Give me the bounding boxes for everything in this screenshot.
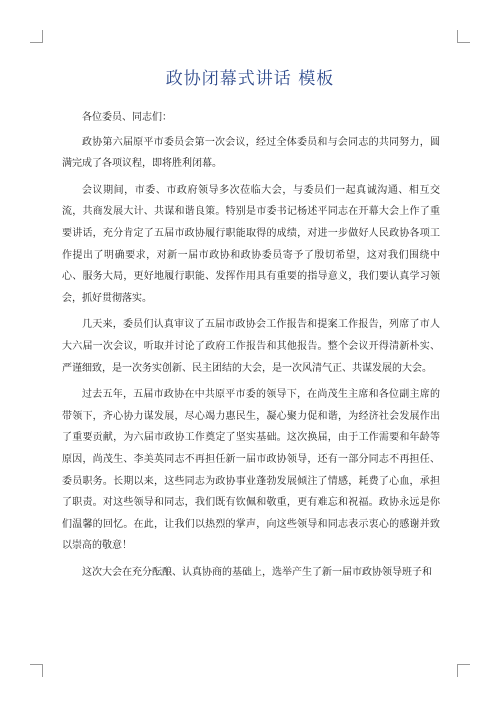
body-paragraph: 会议期间，市委、市政府领导多次莅临大会，与委员们一起真诚沟通、相互交流，共商发展大计、共谋和谐良策。特别是市委书记杨述平同志在开幕大会上作了重要讲话，充分肯定了五届市政协履行职能取得的成绩，对进一步做好人民政协各项工作提出了明确要求，对新一届市政协和政协委员寄予了殷切希望，这对我们围绕中心、服务大局，更好地履行职能、发挥作用具有重要的指导意义，我们要认真学习领会，抓好贯彻落实。	[62, 184, 440, 304]
body-paragraph: 几天来，委员们认真审议了五届市政协会工作报告和提案工作报告，列席了市人大六届一次会议，听取并讨论了政府工作报告和其他报告。整个会议开得清新朴实、严谨细致，是一次务实创新、民主团结的大会，是一次风清气正、共谋发展的大会。	[62, 319, 440, 374]
body-paragraph: 政协第六届原平市委员会第一次会议，经过全体委员和与会同志的共同努力，圆满完成了各项议程，即将胜利闭幕。	[62, 136, 440, 170]
page-corner-mark-bottom-left	[30, 664, 43, 677]
page-corner-mark-top-left	[30, 30, 43, 43]
page-corner-mark-bottom-right	[457, 664, 470, 677]
body-paragraph: 过去五年，五届市政协在中共原平市委的领导下，在尚茂生主席和各位副主席的带领下，齐心协力谋发展，尽心竭力惠民生，凝心聚力促和谐，为经济社会发展作出了重要贡献，为六届市政协工作奠定了坚实基础。这次换届，由于工作需要和年龄等原因，尚茂生、李美英同志不再担任新一届市政协领导，还有一部分同志不再担任、委员职务。长期以来，这些同志为政协事业蓬勃发展倾注了情感，耗费了心血，承担了职责。对这些领导和同志，我们既有钦佩和敬重，更有难忘和祝福。政协永远是你们温馨的回忆。在此，让我们以热烈的掌声，向这些领导和同志表示衷心的感谢并致以崇高的敬意！	[62, 389, 440, 552]
page-corner-mark-top-right	[457, 30, 470, 43]
salutation: 各位委员、同志们：	[82, 112, 172, 123]
body-paragraph: 这次大会在充分酝酿、认真协商的基础上，选举产生了新一届市政协领导班子和	[82, 566, 432, 578]
document-title: 政协闭幕式讲话 模板	[165, 69, 335, 89]
document-body	[62, 107, 440, 588]
